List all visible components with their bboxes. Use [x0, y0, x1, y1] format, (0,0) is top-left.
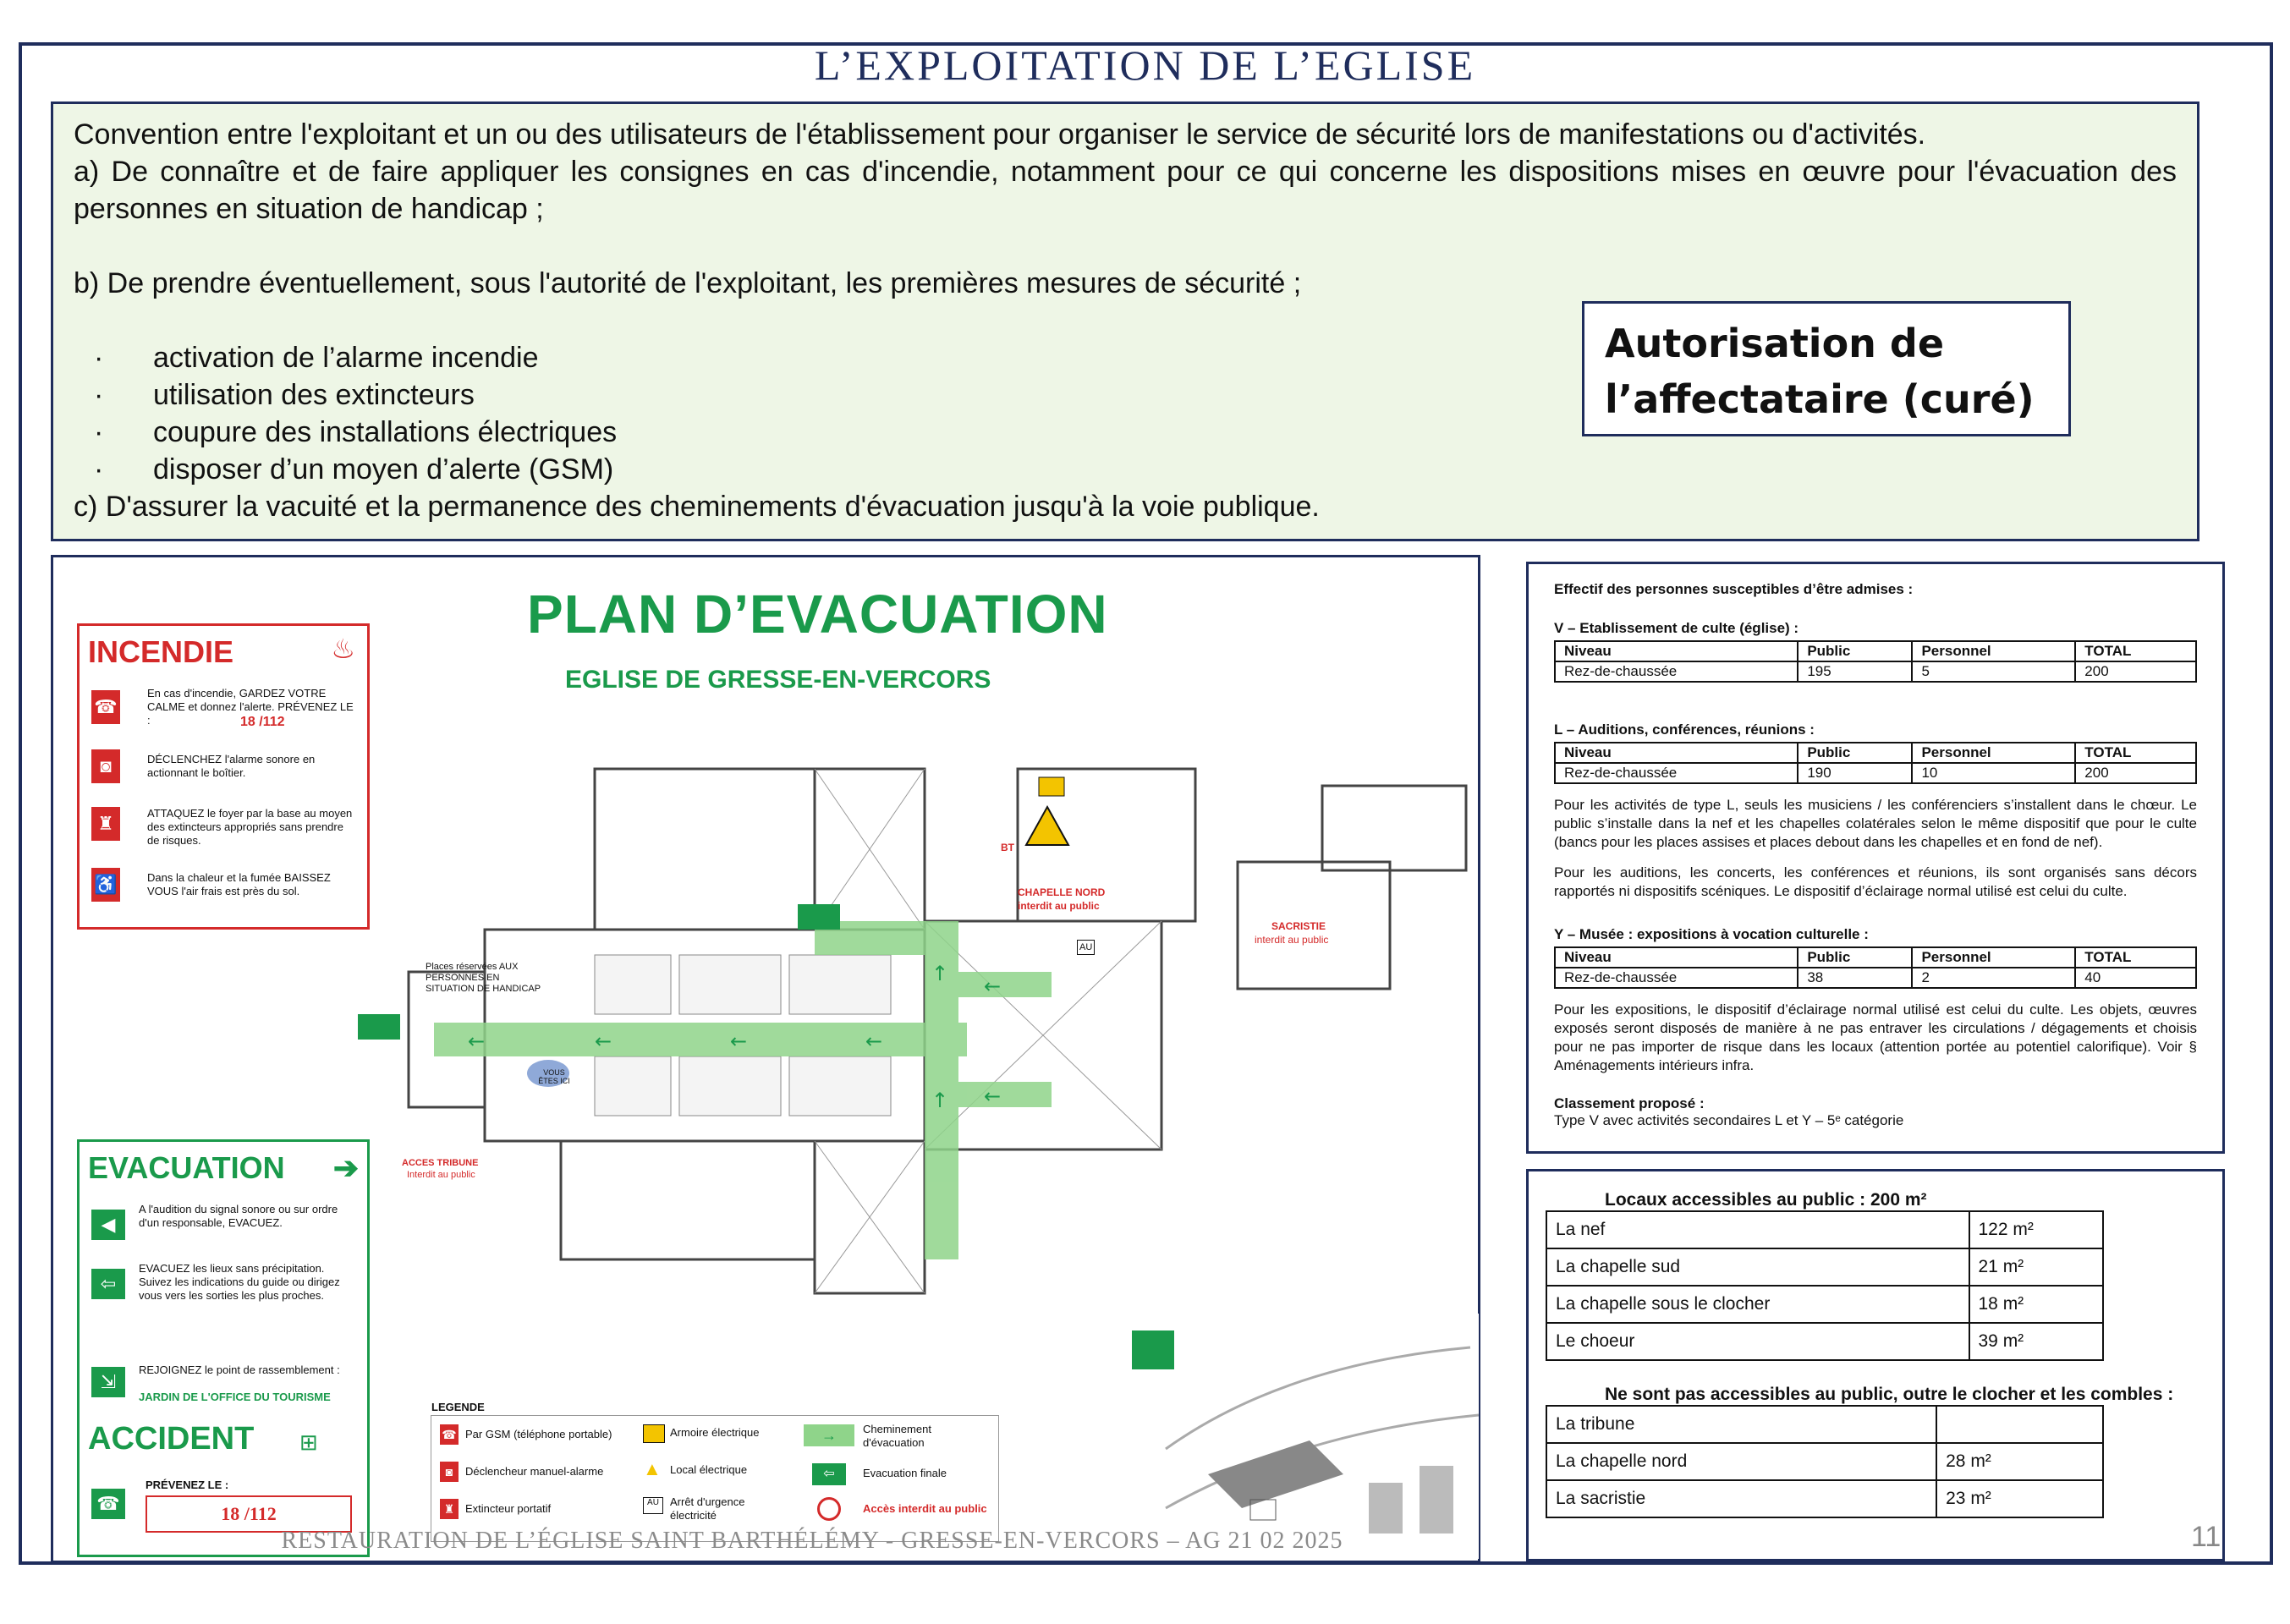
bullet-item: · disposer d’un moyen d’alerte (GSM)	[94, 453, 614, 486]
classement-text: Type V avec activités secondaires L et Y – 5ᵉ catégorie	[1554, 1112, 1904, 1128]
convention-b: b) De prendre éventuellement, sous l'autorité de l'exploitant, les premières mesures de sécurité ;	[74, 267, 1302, 299]
table-row: Le choeur 39 m²	[1546, 1323, 2103, 1360]
incendie-step-1: En cas d'incendie, GARDEZ VOTRE CALME et donnez l'alerte. PRÉVENEZ LE :	[147, 687, 354, 727]
authorization-box	[1582, 301, 2071, 436]
effectif-l-title: L – Auditions, conférences, réunions :	[1554, 721, 1815, 738]
legend-item: Local électrique	[670, 1463, 748, 1476]
effectif-l-table: Niveau Public Personnel TOTAL Rez-de-chaussée 190 10 200	[1554, 742, 2197, 784]
alarm-trigger-icon: ◙	[440, 1462, 459, 1482]
table-row: La chapelle nord 28 m²	[1546, 1443, 2103, 1480]
acces-tribune-sub: Interdit au public	[407, 1170, 475, 1180]
first-aid-icon: ⊞	[299, 1429, 318, 1455]
extinguisher-icon: ♜	[91, 807, 120, 841]
incendie-phone: 18 /112	[240, 715, 285, 729]
assembly-point-icon	[1132, 1330, 1174, 1369]
legend-item: Par GSM (téléphone portable)	[465, 1428, 612, 1440]
bullet-item: · activation de l’alarme incendie	[94, 342, 539, 374]
acces-tribune-label: ACCES TRIBUNE	[402, 1158, 479, 1168]
flame-icon: ♨	[331, 634, 355, 664]
locaux-panel	[1526, 1169, 2225, 1561]
convention-intro: Convention entre l'exploitant et un ou des utilisateurs de l'établissement pour organiser le service de sécurité lors de manifestations ou d'activités.	[74, 118, 1926, 151]
assembly-location: JARDIN DE L'OFFICE DU TOURISME	[139, 1391, 331, 1403]
church-floor-plan	[341, 718, 1474, 1310]
svg-text:↑: ↑	[931, 1089, 949, 1112]
table-row: La nef 122 m²	[1546, 1211, 2103, 1248]
exit-sign-icon	[358, 1014, 400, 1040]
evacuation-step-3: REJOIGNEZ le point de rassemblement :	[139, 1363, 340, 1376]
locaux-table	[1546, 1210, 2104, 1361]
page-number: 11	[2191, 1521, 2221, 1553]
incendie-step-3: ATTAQUEZ le foyer par la base au moyen des extincteurs appropriés sans prendre de risques.	[147, 807, 353, 847]
accident-title: ACCIDENT	[88, 1421, 255, 1457]
accident-phone: 18 /112	[146, 1495, 352, 1533]
page-footer: RESTAURATION DE L’ÉGLISE SAINT BARTHÉLÉMY - GRESSE-EN-VERCORS – AG 21 02 2025	[281, 1528, 1343, 1554]
legend-item: Cheminement d'évacuation	[863, 1423, 931, 1449]
interdit-label: interdit au public	[1018, 900, 1100, 912]
page-title: L’EXPLOITATION DE L’EGLISE	[814, 41, 1476, 89]
legend-item: Extincteur portatif	[465, 1502, 552, 1515]
evacuation-panel	[77, 1139, 370, 1557]
legend-item: Accès interdit au public	[863, 1502, 987, 1515]
plan-title: PLAN D’EVACUATION	[527, 584, 1108, 645]
locaux-table-2	[1546, 1405, 2104, 1518]
location-map	[1115, 1314, 1479, 1559]
electrical-hazard-icon: ▲	[643, 1458, 662, 1479]
legend-item: Armoire électrique	[670, 1426, 760, 1439]
incendie-title: INCENDIE	[88, 634, 234, 669]
exit-sign-icon	[798, 904, 840, 930]
bullet-item: · utilisation des extincteurs	[94, 379, 475, 411]
table-row: La tribune	[1546, 1406, 2103, 1443]
exit-run-icon: ⇦	[91, 1269, 125, 1299]
electrical-cabinet-icon	[643, 1424, 665, 1443]
legend-title: LEGENDE	[431, 1401, 485, 1413]
evacuation-title: EVACUATION	[88, 1150, 285, 1185]
authorization-line2: l’affectataire (curé)	[1605, 376, 2035, 422]
sacristie-sub-label: interdit au public	[1255, 934, 1329, 946]
forbidden-icon	[817, 1497, 841, 1521]
emergency-stop-icon: AU	[643, 1497, 663, 1514]
assembly-point-icon: ⇲	[91, 1367, 125, 1397]
evacuation-path-icon: →	[804, 1424, 854, 1446]
convention-a: a) De connaître et de faire appliquer les consignes en cas d'incendie, notamment pour ce qui concerne les dispositions mises en œuvre pour l'évacuation des personnes en situation de handicap ;	[74, 156, 2177, 225]
effectif-l-paragraph-1: Pour les activités de type L, seuls les musiciens / les conférenciers s’installent dans le chœur. Le public s’installe dans la nef et les chapelles colatérales selon le même dispositif que pour le culte (bancs pour les places assises et places debout dans les chapelles et en fond de nef).	[1554, 797, 2197, 850]
svg-text:↑: ↑	[931, 962, 949, 985]
effectif-y-paragraph: Pour les expositions, le dispositif d’éclairage normal utilisé est celui du culte. Les objets, œuvres exposés seront disposés de manière à ne pas entraver les circulations / dégagements et choisis pour ne pas importer de risque dans les locaux (attention portée au potentiel calorifique). Voir § Aménagements intérieurs infra.	[1554, 1001, 2197, 1073]
speaker-icon: ◀	[91, 1210, 125, 1240]
legend-item: Arrêt d'urgence électricité	[670, 1495, 745, 1522]
classement-title: Classement proposé :	[1554, 1095, 1705, 1111]
effectif-y-title: Y – Musée : expositions à vocation culturelle :	[1554, 926, 1869, 942]
svg-text:←: ←	[865, 1029, 883, 1053]
svg-text:←: ←	[984, 1084, 1002, 1108]
alarm-trigger-icon: ◙	[91, 749, 120, 783]
bullet-item: · coupure des installations électriques	[94, 416, 618, 448]
chapelle-nord-label: CHAPELLE NORD	[1018, 886, 1106, 898]
table-row: La chapelle sud 21 m²	[1546, 1248, 2103, 1286]
exit-run-icon: ⇦	[812, 1463, 846, 1485]
table-row: La chapelle sous le clocher 18 m²	[1546, 1286, 2103, 1323]
table-row: La sacristie 23 m²	[1546, 1480, 2103, 1517]
phone-icon: ☎	[91, 1489, 125, 1519]
svg-text:←: ←	[984, 974, 1002, 998]
arrow-right-icon: ➔	[332, 1150, 359, 1185]
sacristie-label: SACRISTIE	[1271, 920, 1326, 932]
incendie-step-2: DÉCLENCHEZ l'alarme sonore en actionnant le boîtier.	[147, 753, 316, 779]
you-are-here-label: VOUS ÊTES ICI	[538, 1068, 570, 1085]
phone-icon: ☎	[91, 690, 120, 724]
plan-subtitle: EGLISE DE GRESSE-EN-VERCORS	[565, 666, 991, 694]
plan-legend	[431, 1401, 999, 1542]
effectif-y-table: Niveau Public Personnel TOTAL Rez-de-chaussée 38 2 40	[1554, 946, 2197, 989]
locaux-title: Locaux accessibles au public : 200 m²	[1605, 1190, 1927, 1210]
convention-c: c) D'assurer la vacuité et la permanence des cheminements d'évacuation jusqu'à la voie publique.	[74, 491, 1320, 523]
crouch-icon: ♿	[91, 868, 120, 902]
incendie-step-4: Dans la chaleur et la fumée BAISSEZ VOUS l'air frais est près du sol.	[147, 871, 331, 897]
effectif-panel	[1526, 562, 2225, 1154]
legend-item: Evacuation finale	[863, 1467, 947, 1479]
svg-text:←: ←	[468, 1029, 486, 1053]
effectif-v-title: V – Etablissement de culte (église) :	[1554, 620, 1799, 636]
accident-label: PRÉVENEZ LE :	[146, 1479, 229, 1491]
effectif-v-table: Niveau Public Personnel TOTAL Rez-de-chaussée 195 5 200	[1554, 640, 2197, 683]
evacuation-plan	[51, 555, 1480, 1563]
incendie-panel	[77, 623, 370, 930]
svg-text:←: ←	[730, 1029, 748, 1053]
evacuation-step-1: A l'audition du signal sonore ou sur ordre d'un responsable, EVACUEZ.	[139, 1203, 338, 1229]
effectif-l-paragraph-2: Pour les auditions, les concerts, les conférences et réunions, ils sont organisés sans décors rapportés ni dispositifs scéniques. Le dispositif d’éclairage normal utilisé est celui du culte.	[1554, 864, 2197, 899]
bt-label: BT	[1001, 842, 1014, 853]
evacuation-step-2: EVACUEZ les lieux sans précipitation. Suivez les indications du guide ou dirigez vous vers les sorties les plus proches.	[139, 1262, 340, 1302]
authorization-line1: Autorisation de	[1605, 321, 1945, 366]
extinguisher-icon: ♜	[440, 1499, 459, 1519]
legend-item: Déclencheur manuel-alarme	[465, 1465, 604, 1478]
electrical-hazard-icon	[1026, 807, 1068, 845]
au-label: AU	[1077, 940, 1095, 955]
phone-icon: ☎	[440, 1424, 459, 1445]
locaux-title-2: Ne sont pas accessibles au public, outre le clocher et les combles :	[1605, 1385, 2174, 1404]
reserved-places-label: Places réservées AUX PERSONNES EN SITUATION DE HANDICAP	[426, 962, 541, 994]
effectif-heading: Effectif des personnes susceptibles d’être admises :	[1554, 581, 1914, 597]
svg-text:←: ←	[595, 1029, 612, 1053]
